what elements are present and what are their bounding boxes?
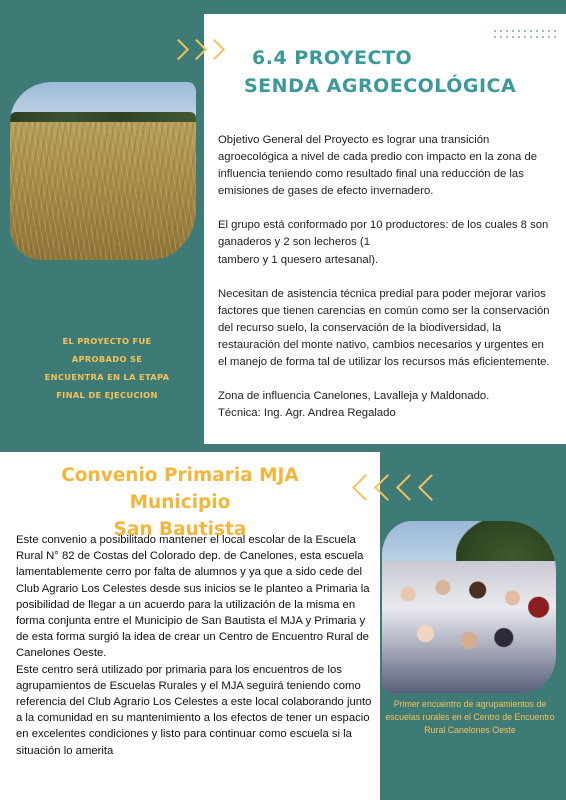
status-line: APROBADO SE bbox=[71, 354, 143, 364]
dots-decoration bbox=[492, 28, 556, 42]
project-objective: Objetivo General del Proyecto es lograr una transición agroecológica a nivel de cada predio con impacto en la zona de influencia teniendo como resultado final una reducción de las emisiones de gases de efecto invernadero. bbox=[218, 134, 538, 198]
convenio-title-line2: San Bautista bbox=[113, 519, 247, 540]
convenio-title-line1: Convenio Primaria MJA Municipio bbox=[61, 465, 299, 513]
field-photo bbox=[10, 82, 196, 260]
students-photo bbox=[382, 521, 556, 693]
project-technician: Técnica: Ing. Agr. Andrea Regalado bbox=[218, 407, 396, 420]
convenio-paragraph: Este centro será utilizado por primaria para los encuentros de los agrupamientos de Escuelas Rurales y el MJA seguirá teniendo como referencia del Club Agrario Los Celestes a este local colaborando junto a la comunidad en su mantenimiento a los efectos de tener un espacio en excelentes condiciones y listo para continuar como escuela si la situación lo amerita bbox=[16, 663, 372, 757]
project-title bbox=[244, 44, 516, 100]
convenio-body bbox=[16, 532, 378, 759]
project-title-line1: 6.4 PROYECTO bbox=[252, 47, 413, 69]
project-group-cont: tambero y 1 quesero artesanal). bbox=[218, 253, 379, 266]
chevrons-left-icon bbox=[356, 478, 444, 497]
project-group: El grupo está conformado por 10 productores: de los cuales 8 son ganaderos y 2 son lecheros (1 bbox=[218, 219, 549, 249]
project-zone: Zona de influencia Canelones, Lavalleja y Maldonado. bbox=[218, 390, 490, 403]
status-line: ENCUENTRA EN LA ETAPA bbox=[44, 372, 170, 382]
project-title-line2: SENDA AGROECOLÓGICA bbox=[244, 75, 517, 97]
status-line: FINAL DE EJECUCION bbox=[56, 390, 158, 400]
project-status-note bbox=[22, 332, 192, 404]
project-body bbox=[218, 132, 554, 422]
project-needs: Necesitan de asistencia técnica predial para poder mejorar varios factores que tienen carencias en común como ser la conservación del recurso suelo, la conservación de la biodiversidad, la restauración del monte nativo, cambios necesarios y urgentes en el manejo de forma tal de utilizar los recursos más eficientemente. bbox=[218, 287, 550, 369]
status-line: EL PROYECTO FUE bbox=[62, 336, 152, 346]
convenio-paragraph: Este convenio a posibilitado mantener el local escolar de la Escuela Rural N° 82 de Costas del Colorado dep. de Canelones, esta escuela lamentablemente cerro por falta de alumnos y ya que a sido cede del Club Agrario Los Celestes desde sus inicios se le planteo a Primaria la posibilidad de llegar a un acuerdo para la utilización de la misma en forma conjunta entre el Municipio de San Bautista el MJA y Primaria y de esta forma surgió la idea de crear un Centro de Encuentro Rural de Canelones Oeste. bbox=[16, 534, 370, 660]
convenio-title bbox=[8, 462, 352, 543]
chevrons-right-icon bbox=[171, 42, 224, 57]
photo-caption: Primer encuentro de agrupamientos de escuelas rurales en el Centro de Encuentro Rural Canelones Oeste bbox=[385, 699, 555, 735]
